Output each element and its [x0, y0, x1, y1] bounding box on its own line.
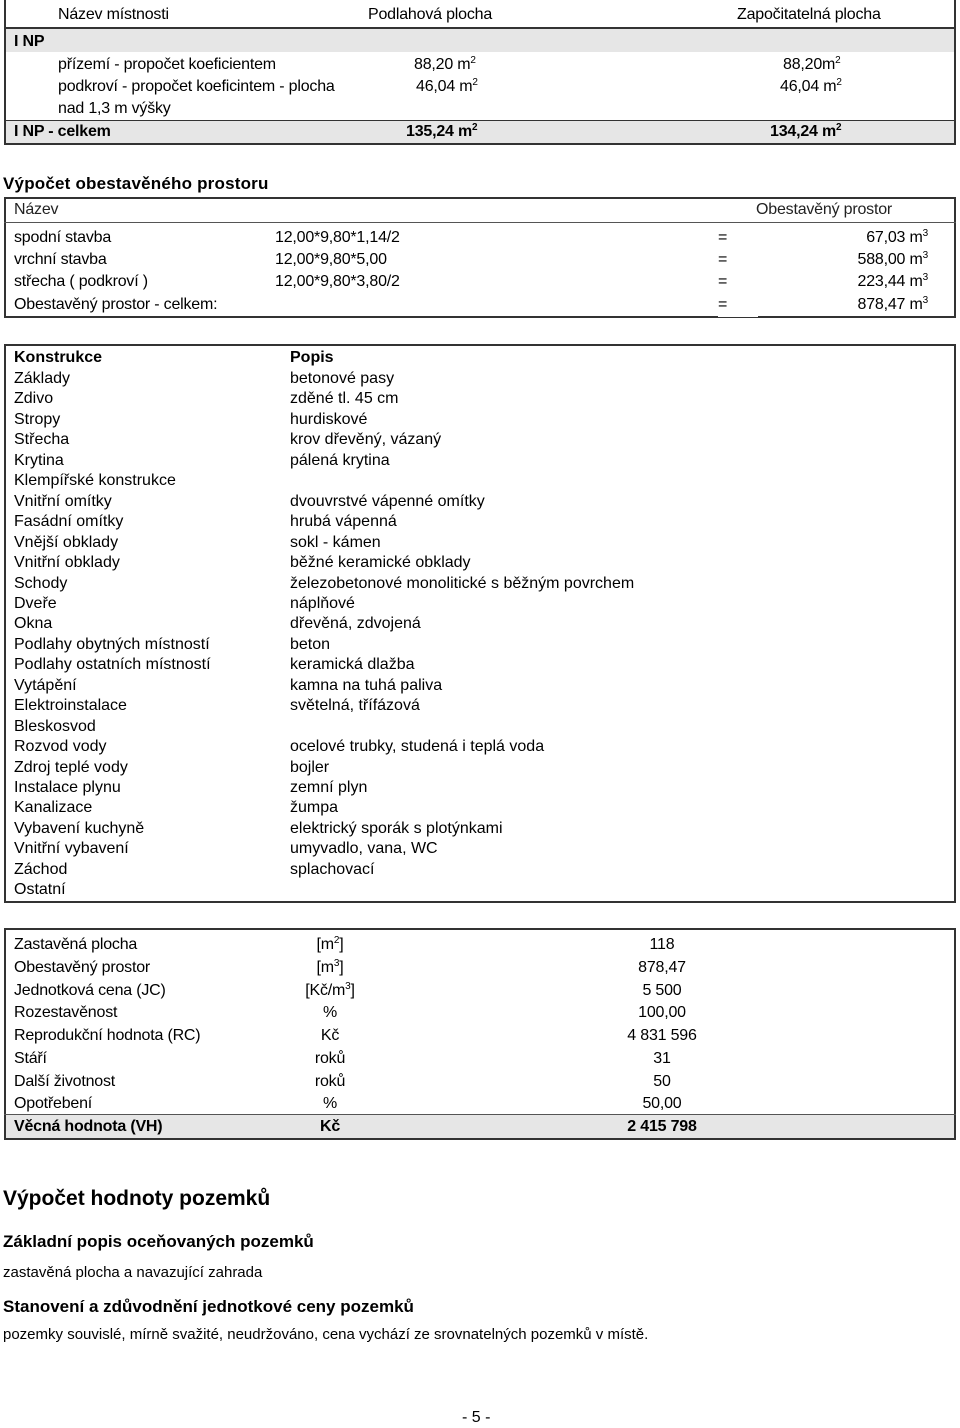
construction-desc: zděné tl. 45 cm: [290, 390, 399, 407]
land-price-text: pozemky souvislé, mírně svažité, neudržováno, cena vychází ze srovnatelných pozemků v místě.: [3, 1326, 649, 1343]
floor-label: I NP: [14, 33, 45, 50]
construction-name: Schody: [14, 575, 68, 592]
valuation-value: 100,00: [638, 1004, 686, 1021]
valuation-label: Reprodukční hodnota (RC): [14, 1027, 201, 1044]
construction-desc: zemní plyn: [290, 779, 368, 796]
total-label: I NP - celkem: [14, 123, 111, 140]
volume-row-eq: =: [718, 251, 728, 268]
land-subtitle-price: Stanovení a zdůvodnění jednotkové ceny pozemků: [3, 1297, 414, 1316]
construction-name: Instalace plynu: [14, 779, 121, 796]
construction-desc: umyvadlo, vana, WC: [290, 840, 438, 857]
valuation-unit: roků: [314, 1050, 346, 1067]
land-subtitle-description: Základní popis oceňovaných pozemků: [3, 1232, 314, 1251]
room-name: podkroví - propočet koeficintem - plocha: [58, 78, 335, 95]
land-title: Výpočet hodnoty pozemků: [3, 1187, 271, 1210]
constructions-header-desc: Popis: [290, 349, 334, 366]
construction-name: Klempířské konstrukce: [14, 472, 176, 489]
construction-name: Podlahy ostatních místností: [14, 656, 211, 673]
valuation-label: Opotřebení: [14, 1095, 93, 1112]
valuation-value: 4 831 596: [627, 1027, 697, 1044]
construction-name: Základy: [14, 370, 71, 387]
construction-desc: keramická dlažba: [290, 656, 415, 673]
construction-desc: běžné keramické obklady: [290, 554, 471, 571]
valuation-total-value: 2 415 798: [627, 1118, 697, 1135]
valuation-label: Stáří: [14, 1050, 47, 1067]
volume-title: Výpočet obestavěného prostoru: [3, 174, 269, 193]
construction-desc: ocelové trubky, studená i teplá voda: [290, 738, 545, 755]
construction-name: Vnitřní omítky: [14, 493, 112, 510]
page-number: - 5 -: [462, 1409, 491, 1426]
valuation-unit: %: [322, 1004, 338, 1021]
valuation-total-unit: Kč: [319, 1118, 341, 1135]
construction-name: Fasádní omítky: [14, 513, 124, 530]
volume-header-value: Obestavěný prostor: [756, 201, 893, 218]
valuation-value: 50,00: [642, 1095, 682, 1112]
constructions-header-name: Konstrukce: [14, 349, 103, 366]
valuation-total-label: Věcná hodnota (VH): [14, 1118, 163, 1135]
valuation-unit: $[Kč/m^3]$: [305, 981, 355, 999]
land-description-text: zastavěná plocha a navazující zahrada: [3, 1264, 263, 1281]
construction-desc: železobetonové monolitické s běžným povrchem: [290, 575, 635, 592]
construction-name: Vnitřní vybavení: [14, 840, 129, 857]
volume-row-eq: =: [718, 273, 728, 290]
construction-desc: světelná, třífázová: [290, 697, 420, 714]
valuation-unit: Kč: [320, 1027, 340, 1044]
volume-header-name: Název: [14, 201, 59, 218]
room-name-continued: nad 1,3 m výšky: [58, 100, 171, 117]
room-floor-area: 46,04 $m^2$: [416, 77, 478, 95]
construction-desc: bojler: [290, 759, 330, 776]
volume-row-eq: =: [718, 229, 728, 246]
valuation-unit: $[m^3]$: [316, 958, 344, 976]
header-floor-area: Podlahová plocha: [368, 6, 493, 23]
valuation-value: 118: [649, 936, 675, 953]
construction-desc: hrubá vápenná: [290, 513, 397, 530]
volume-row-name: vrchní stavba: [14, 251, 107, 268]
valuation-label: Další životnost: [14, 1073, 116, 1090]
construction-name: Vybavení kuchyně: [14, 820, 145, 837]
valuation-value: 31: [653, 1050, 671, 1067]
room-name: přízemí - propočet koeficientem: [58, 56, 276, 73]
volume-row-name: spodní stavba: [14, 229, 112, 246]
valuation-value: 5 500: [642, 982, 682, 999]
construction-name: Kanalizace: [14, 799, 93, 816]
valuation-value: 50: [653, 1073, 671, 1090]
volume-total-value: 878,47 $m^3$: [857, 295, 928, 313]
construction-name: Elektroinstalace: [14, 697, 127, 714]
volume-total-eq: =: [718, 296, 728, 313]
valuation-unit: $[m^2]$: [316, 935, 344, 953]
valuation-label: Jednotková cena (JC): [14, 982, 166, 999]
header-countable-area: Započitatelná plocha: [737, 6, 881, 23]
construction-name: Stropy: [14, 411, 61, 428]
total-countable-area: 134,24 $m^2$: [770, 122, 842, 140]
construction-desc: dvouvrstvé vápenné omítky: [290, 493, 485, 510]
construction-desc: splachovací: [290, 861, 375, 878]
construction-name: Vnější obklady: [14, 534, 119, 551]
construction-desc: kamna na tuhá paliva: [290, 677, 443, 694]
volume-row-formula: 12,00*9,80*5,00: [275, 251, 387, 268]
volume-row-value: 67,03 $m^3$: [866, 228, 928, 246]
construction-name: Zdivo: [14, 390, 54, 407]
total-floor-area: 135,24 $m^2$: [406, 122, 478, 140]
construction-name: Vytápění: [14, 677, 77, 694]
construction-desc: betonové pasy: [290, 370, 395, 387]
construction-name: Bleskosvod: [14, 718, 96, 735]
valuation-label: Zastavěná plocha: [14, 936, 138, 953]
construction-name: Krytina: [14, 452, 64, 469]
construction-name: Zdroj teplé vody: [14, 759, 128, 776]
construction-name: Záchod: [14, 861, 68, 878]
construction-desc: sokl - kámen: [290, 534, 381, 551]
volume-total-name: Obestavěný prostor - celkem:: [14, 296, 218, 313]
valuation-unit: %: [322, 1095, 338, 1112]
construction-desc: dřevěná, zdvojená: [290, 615, 421, 632]
construction-name: Dveře: [14, 595, 57, 612]
room-countable-area: 46,04 $m^2$: [780, 77, 842, 95]
volume-row-formula: 12,00*9,80*3,80/2: [275, 273, 400, 290]
construction-name: Podlahy obytných místností: [14, 636, 210, 653]
construction-name: Střecha: [14, 431, 70, 448]
construction-name: Vnitřní obklady: [14, 554, 120, 571]
header-room-name: Název místnosti: [58, 6, 169, 23]
construction-desc: pálená krytina: [290, 452, 390, 469]
valuation-label: Rozestavěnost: [14, 1004, 118, 1021]
construction-name: Rozvod vody: [14, 738, 107, 755]
construction-desc: krov dřevěný, vázaný: [290, 431, 442, 448]
volume-row-name: střecha ( podkroví ): [14, 273, 148, 290]
room-countable-area: $88,20m^2$: [783, 55, 841, 73]
valuation-label: Obestavěný prostor: [14, 959, 151, 976]
construction-desc: hurdiskové: [290, 411, 368, 428]
volume-row-value: 223,44 $m^3$: [857, 272, 928, 290]
volume-row-formula: 12,00*9,80*1,14/2: [275, 229, 400, 246]
volume-row-value: 588,00 $m^3$: [857, 250, 928, 268]
valuation-value: 878,47: [638, 959, 686, 976]
construction-desc: beton: [290, 636, 331, 653]
room-floor-area: 88,20 $m^2$: [414, 55, 476, 73]
construction-desc: žumpa: [290, 799, 339, 816]
construction-name: Okna: [14, 615, 53, 632]
construction-name: Ostatní: [14, 881, 66, 898]
valuation-unit: roků: [314, 1073, 346, 1090]
construction-desc: náplňové: [290, 595, 355, 612]
construction-desc: elektrický sporák s plotýnkami: [290, 820, 503, 837]
